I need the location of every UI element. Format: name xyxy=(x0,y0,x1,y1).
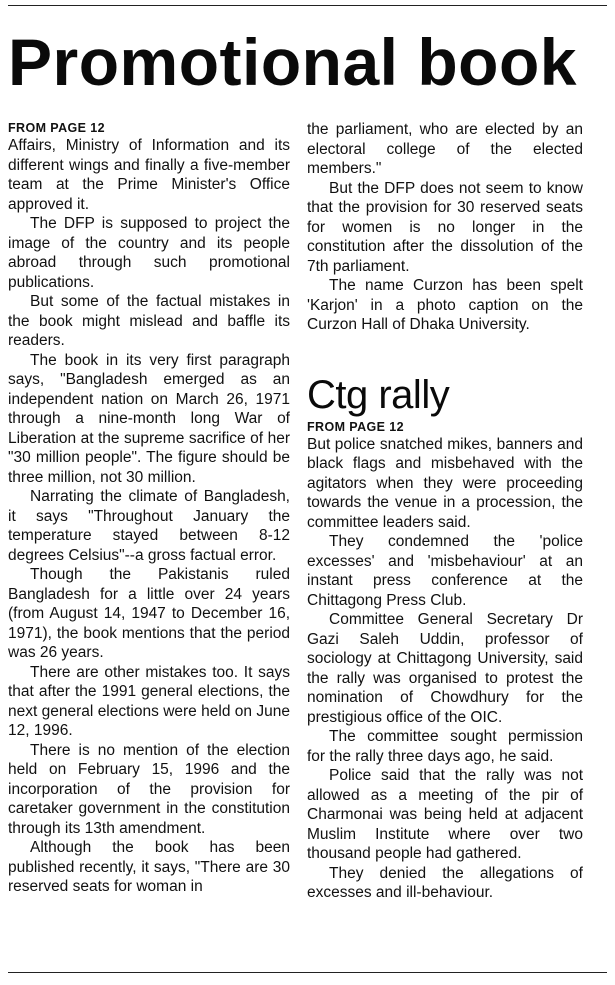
article-paragraph: Police said that the rally was not allowed as a meeting of the pir of Charmonai was being held at adjacent Muslim Institute where over two thousand people had gathered. xyxy=(307,767,583,862)
article-paragraph: There is no mention of the election held on February 15, 1996 and the incorporation of the provision for caretaker government in the constitution through its 13th amendment. xyxy=(8,741,290,837)
article-paragraph: the parliament, who are elected by an electoral college of the elected members." xyxy=(307,121,583,177)
headline: Promotional book xyxy=(8,25,577,99)
top-rule xyxy=(8,5,607,6)
article-paragraph: Affairs, Ministry of Information and its different wings and finally a five-member team at the Prime Minister's Office approved it. xyxy=(8,137,290,213)
article-paragraph: Though the Pakistanis ruled Bangladesh for a little over 24 years (from August 14, 1947 to December 16, 1971), the book mentions that the period was 26 years. xyxy=(8,566,290,661)
left-column xyxy=(8,120,290,897)
article-paragraph: The committee sought permission for the rally three days ago, he said. xyxy=(307,728,583,765)
article-paragraph: But police snatched mikes, banners and black flags and misbehaved with the agitators when they were proceeding towards the venue in a procession, the committee leaders said. xyxy=(307,435,583,531)
article-paragraph: The book in its very first paragraph says, "Bangladesh emerged as an independent nation on March 26, 1971 through a nine-month long War of Liberation at the supreme sacrifice of her "30 million people". The figure should be three million, not 30 million. xyxy=(8,351,290,486)
from-page-label: FROM PAGE 12 xyxy=(8,121,105,135)
article-paragraph: They denied the allegations of excesses and ill-behaviour. xyxy=(307,864,583,901)
article-paragraph: But some of the factual mistakes in the book might mislead and baffle its readers. xyxy=(8,293,290,349)
right-column xyxy=(307,120,583,903)
ctg-rally-headline: Ctg rally xyxy=(307,372,450,417)
article-paragraph: Although the book has been published recently, it says, "There are 30 reserved seats for woman in xyxy=(8,839,290,895)
article-paragraph: They condemned the 'police excesses' and 'misbehaviour' at an instant press conference at the Chittagong Press Club. xyxy=(307,533,583,609)
article-paragraph: There are other mistakes too. It says that after the 1991 general elections, the next general elections were held on June 12, 1996. xyxy=(8,663,290,739)
article-paragraph: Committee General Secretary Dr Gazi Saleh Uddin, professor of sociology at Chittagong University, said the rally was organised to protest the nomination of Chowdhury for the prestigious office of the OIC. xyxy=(307,611,583,726)
article-paragraph: But the DFP does not seem to know that the provision for 30 reserved seats for women is no longer in the constitution after the dissolution of the 7th parliament. xyxy=(307,179,583,275)
article-paragraph: The name Curzon has been spelt 'Karjon' in a photo caption on the Curzon Hall of Dhaka University. xyxy=(307,277,583,333)
from-page-label: FROM PAGE 12 xyxy=(307,419,404,434)
article-paragraph: The DFP is supposed to project the image of the country and its people abroad through such promotional publications. xyxy=(8,215,290,291)
bottom-rule xyxy=(8,972,607,973)
article-paragraph: Narrating the climate of Bangladesh, it says "Throughout January the temperature stayed between 8-12 degrees Celsius"--a gross factual error. xyxy=(8,488,290,564)
